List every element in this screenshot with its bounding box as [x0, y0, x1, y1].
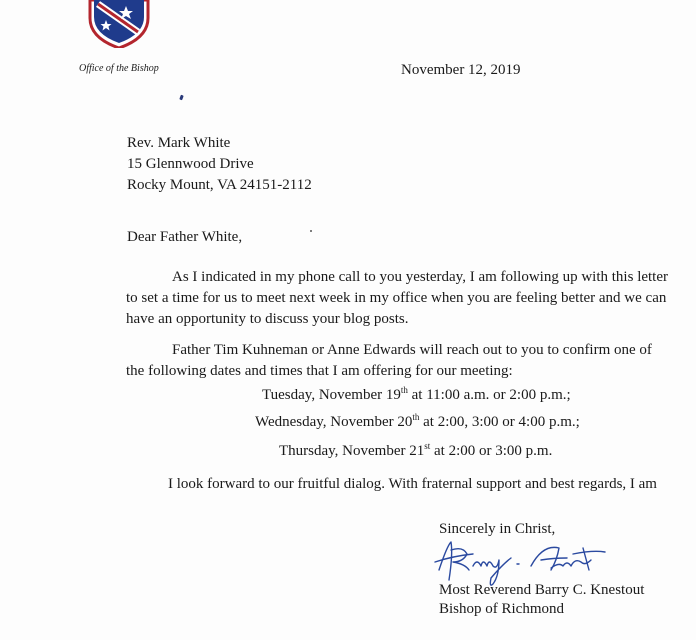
recipient-city: Rocky Mount, VA 24151-2112 — [127, 177, 312, 193]
body-paragraph-2 — [126, 340, 652, 382]
paragraph-line: Father Tim Kuhneman or Anne Edwards will reach out to you to confirm one of — [172, 342, 652, 358]
signer-block — [439, 581, 644, 619]
meeting-times: at 11:00 a.m. or 2:00 p.m.; — [407, 387, 571, 403]
signer-name: Most Reverend Barry C. Knestout — [439, 582, 645, 598]
ink-speck — [179, 95, 184, 101]
meeting-times: at 2:00, 3:00 or 4:00 p.m.; — [419, 414, 580, 430]
ordinal-suffix: st — [424, 441, 431, 451]
meeting-day: Wednesday, November 20 — [255, 414, 413, 430]
letterhead-office: Office of the Bishop — [79, 63, 159, 74]
signer-title: Bishop of Richmond — [439, 601, 565, 617]
paragraph-line: to set a time for us to meet next week in my office when you are feeling better and we can — [126, 290, 667, 306]
salutation: Dear Father White, — [127, 229, 243, 245]
body-paragraph-1 — [126, 267, 668, 330]
ordinal-suffix: th — [400, 385, 408, 395]
ordinal-suffix: th — [412, 412, 420, 422]
meeting-day: Tuesday, November 19 — [262, 387, 401, 403]
closing-line: I look forward to our fruitful dialog. With fraternal support and best regards, I am — [168, 476, 657, 492]
paragraph-line: have an opportunity to discuss your blog posts. — [126, 311, 409, 327]
paragraph-line: the following dates and times that I am offering for our meeting: — [126, 363, 513, 379]
recipient-street: 15 Glennwood Drive — [127, 156, 254, 172]
complimentary-close: Sincerely in Christ, — [439, 521, 556, 537]
paragraph-line: As I indicated in my phone call to you yesterday, I am following up with this letter — [172, 269, 669, 285]
letter-date: November 12, 2019 — [401, 62, 521, 78]
diocese-seal-logo — [84, 0, 154, 48]
meeting-times: at 2:00 or 3:00 p.m. — [430, 443, 553, 459]
recipient-address — [127, 133, 312, 196]
recipient-name: Rev. Mark White — [127, 135, 231, 151]
meeting-day: Thursday, November 21 — [279, 443, 425, 459]
meeting-option-2 — [255, 414, 580, 431]
meeting-option-1 — [262, 387, 571, 404]
ink-speck — [310, 230, 312, 232]
meeting-option-3 — [279, 443, 552, 460]
